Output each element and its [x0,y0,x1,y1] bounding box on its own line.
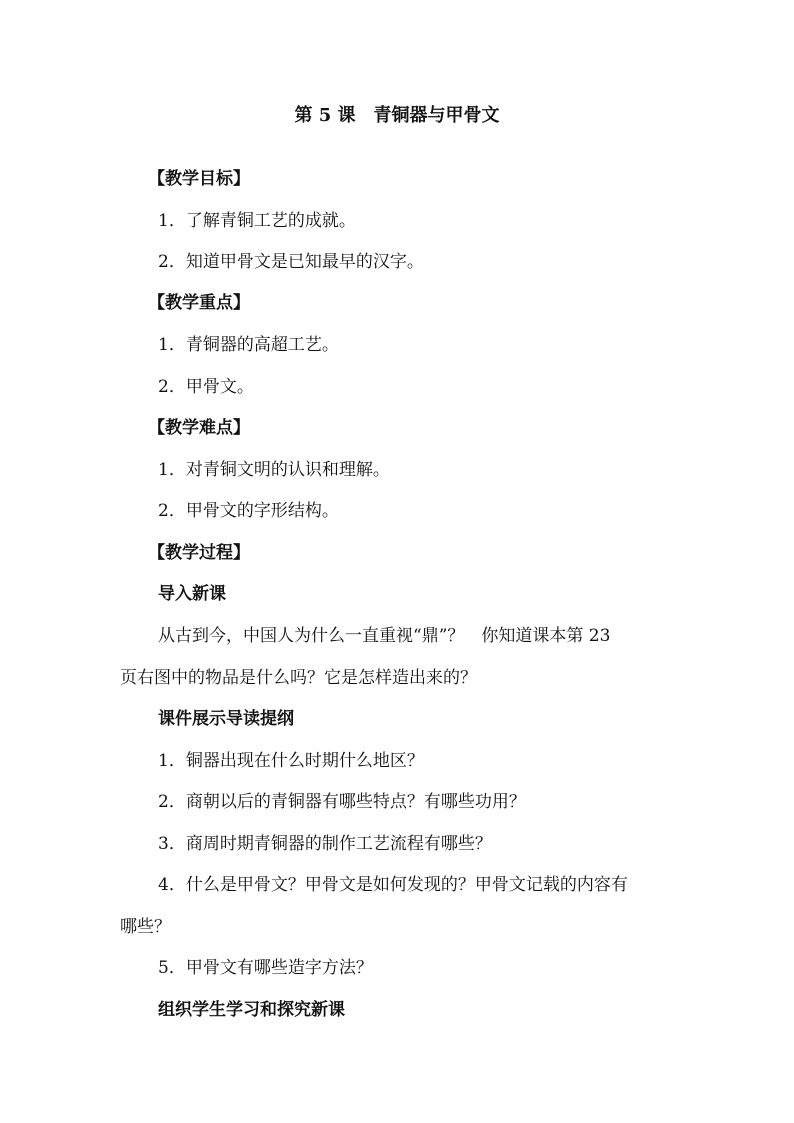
paragraph-intro-line-2: 页右图中的物品是什么吗？它是怎样造出来的？ [120,668,477,688]
subheading-intro: 导入新课 [158,584,226,604]
lesson-title: 第 5 课 青铜器与甲骨文 [294,105,500,126]
subheading-explore: 组织学生学习和探究新课 [158,1000,345,1020]
section-heading-key-points: 【教学重点】 [148,293,250,313]
objective-1: 1．了解青铜工艺的成就。 [158,211,356,231]
section-heading-difficulties: 【教学难点】 [148,418,250,438]
subheading-outline: 课件展示导读提纲 [158,709,294,729]
outline-question-3: 3．商周时期青铜器的制作工艺流程有哪些？ [158,834,492,854]
outline-question-5: 5．甲骨文有哪些造字方法？ [158,958,373,978]
key-point-2: 2．甲骨文。 [158,377,254,397]
section-heading-process: 【教学过程】 [148,543,250,563]
objective-2: 2．知道甲骨文是已知最早的汉字。 [158,252,424,272]
outline-question-4-line-1: 4．什么是甲骨文？甲骨文是如何发现的？甲骨文记载的内容有 [158,875,628,895]
key-point-1: 1．青铜器的高超工艺。 [158,335,339,355]
paragraph-intro-line-1: 从古到今，中国人为什么一直重视“鼎”？ 你知道课本第 23 [158,626,611,646]
difficulty-2: 2．甲骨文的字形结构。 [158,501,339,521]
section-heading-objectives: 【教学目标】 [148,169,250,189]
outline-question-2: 2．商朝以后的青铜器有哪些特点？有哪些功用？ [158,792,526,812]
difficulty-1: 1．对青铜文明的认识和理解。 [158,460,390,480]
outline-question-4-line-2: 哪些？ [120,917,171,937]
outline-question-1: 1．铜器出现在什么时期什么地区？ [158,751,424,771]
